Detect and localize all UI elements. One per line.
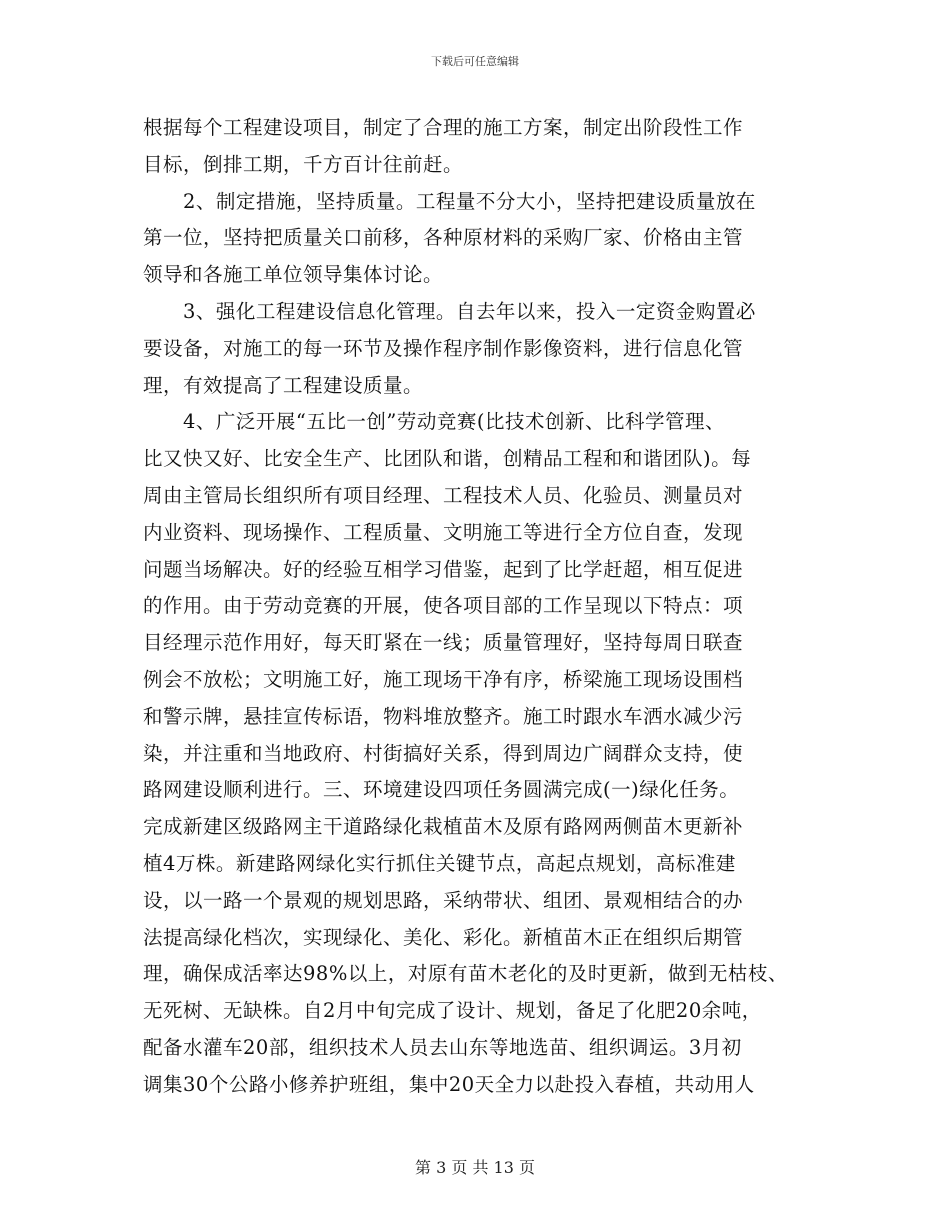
body-line: 法提高绿化档次，实现绿化、美化、彩化。新植苗木正在组织后期管 [143,925,744,949]
body-line: 3、强化工程建设信息化管理。自去年以来，投入一定资金购置必 [143,299,756,323]
body-line: 目经理示范作用好，每天盯紧在一线；质量管理好，坚持每周日联查 [143,631,744,655]
body-line: 理，确保成活率达98%以上，对原有苗木老化的及时更新，做到无枯枝、 [143,962,788,986]
body-line: 要设备，对施工的每一环节及操作程序制作影像资料，进行信息化管 [143,336,744,360]
body-line: 和警示牌，悬挂宣传标语，物料堆放整齐。施工时跟水车洒水减少污 [143,704,744,728]
body-line: 根据每个工程建设项目，制定了合理的施工方案，制定出阶段性工作 [143,116,744,139]
page-footer: 第 3 页 共 13 页 [415,1158,535,1177]
body-line: 目标，倒排工期，千方百计往前赶。 [143,152,464,176]
body-line: 第一位，坚持把质量关口前移，各种原材料的采购厂家、价格由主管 [143,226,744,250]
body-line: 4、广泛开展“五比一创”劳动竞赛(比技术创新、比科学管理、 [143,410,725,434]
body-line: 设，以一路一个景观的规划思路，采纳带状、组团、景观相结合的办 [143,888,744,912]
body-line: 周由主管局长组织所有项目经理、工程技术人员、化验员、测量员对 [143,483,744,507]
body-line: 的作用。由于劳动竞赛的开展，使各项目部的工作呈现以下特点：项 [143,594,744,618]
body-line: 染，并注重和当地政府、村街搞好关系，得到周边广阔群众支持，使 [143,741,744,765]
body-line: 问题当场解决。好的经验互相学习借鉴，起到了比学赶超，相互促进 [143,557,744,581]
body-line: 无死树、无缺株。自2月中旬完成了设计、规划，备足了化肥20余吨， [143,999,762,1023]
body-line: 完成新建区级路网主干道路绿化栽植苗木及原有路网两侧苗木更新补 [143,815,744,839]
body-line: 植4万株。新建路网绿化实行抓住关键节点，高起点规划，高标准建 [143,851,736,875]
page-header: 下载后可任意编辑 [431,55,519,68]
body-line: 例会不放松；文明施工好，施工现场干净有序，桥梁施工现场设围档 [143,667,744,691]
body-line: 配备水灌车20部，组织技术人员去山东等地选苗、组织调运。3月初 [143,1035,742,1059]
body-line: 路网建设顺利进行。三、环境建设四项任务圆满完成(一)绿化任务。 [143,778,740,802]
body-line: 比又快又好、比安全生产、比团队和谐，创精品工程和和谐团队)。每 [143,447,752,471]
body-line: 领导和各施工单位领导集体讨论。 [143,263,444,287]
body-line: 内业资料、现场操作、工程质量、文明施工等进行全方位自查，发现 [143,520,744,544]
body-line: 2、制定措施，坚持质量。工程量不分大小，坚持把建设质量放在 [143,189,756,213]
document-body [143,110,833,1104]
body-line: 理，有效提高了工程建设质量。 [143,373,424,397]
body-line: 调集30个公路小修养护班组，集中20天全力以赴投入春植，共动用人 [143,1072,755,1096]
